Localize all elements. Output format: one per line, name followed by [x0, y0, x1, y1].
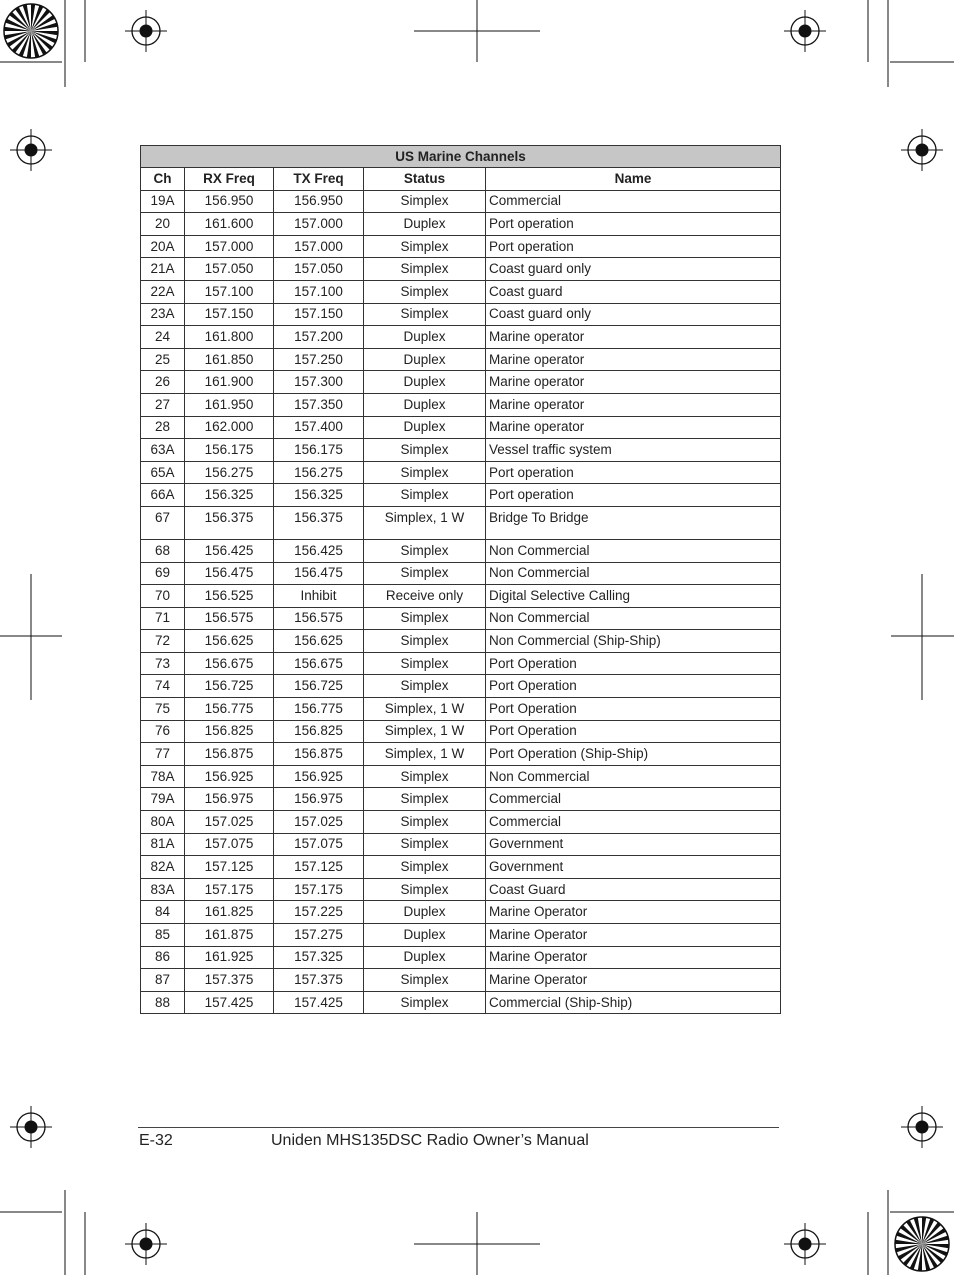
table-row — [141, 326, 781, 349]
rx-freq-cell: 161.900 — [185, 371, 274, 394]
tx-freq-cell: 156.825 — [274, 720, 364, 743]
registration-target-icon-top-right — [784, 10, 826, 52]
table-row — [141, 348, 781, 371]
tx-freq-cell: 157.075 — [274, 833, 364, 856]
table-row — [141, 901, 781, 924]
name-cell: Port operation — [486, 484, 781, 507]
channel-cell: 71 — [141, 607, 185, 630]
table-title: US Marine Channels — [141, 146, 781, 168]
status-cell: Simplex — [364, 562, 486, 585]
rx-freq-cell: 157.375 — [185, 969, 274, 992]
rx-freq-cell: 161.950 — [185, 393, 274, 416]
rx-freq-cell: 156.925 — [185, 765, 274, 788]
table-row — [141, 856, 781, 879]
tx-freq-cell: 156.775 — [274, 698, 364, 721]
table-row — [141, 991, 781, 1014]
rx-freq-cell: 157.125 — [185, 856, 274, 879]
rx-freq-cell: 156.475 — [185, 562, 274, 585]
name-cell: Non Commercial — [486, 562, 781, 585]
status-cell: Simplex, 1 W — [364, 720, 486, 743]
name-cell: Coast guard only — [486, 303, 781, 326]
channel-cell: 70 — [141, 585, 185, 608]
name-cell: Government — [486, 856, 781, 879]
registration-target-icon-top-left — [125, 10, 167, 52]
tx-freq-cell: 157.125 — [274, 856, 364, 879]
channel-cell: 76 — [141, 720, 185, 743]
name-cell: Digital Selective Calling — [486, 585, 781, 608]
rx-freq-cell: 157.025 — [185, 811, 274, 834]
tx-freq-cell: 156.175 — [274, 439, 364, 462]
table-row — [141, 506, 781, 539]
tx-freq-cell: 157.000 — [274, 235, 364, 258]
name-cell: Marine operator — [486, 393, 781, 416]
status-cell: Duplex — [364, 946, 486, 969]
table-header-row — [141, 168, 781, 191]
channel-cell: 75 — [141, 698, 185, 721]
tx-freq-cell: 156.875 — [274, 743, 364, 766]
rx-freq-cell: 156.625 — [185, 630, 274, 653]
channel-cell: 78A — [141, 765, 185, 788]
tx-freq-cell: 156.925 — [274, 765, 364, 788]
channel-cell: 73 — [141, 652, 185, 675]
status-cell: Simplex — [364, 652, 486, 675]
name-cell: Commercial (Ship-Ship) — [486, 991, 781, 1014]
status-cell: Receive only — [364, 585, 486, 608]
name-cell: Coast Guard — [486, 878, 781, 901]
table-row — [141, 461, 781, 484]
rx-freq-cell: 157.000 — [185, 235, 274, 258]
column-header-name: Name — [486, 168, 781, 191]
name-cell: Non Commercial — [486, 539, 781, 562]
name-cell: Port operation — [486, 213, 781, 236]
tx-freq-cell: 156.725 — [274, 675, 364, 698]
table-row — [141, 439, 781, 462]
registration-target-icon-bottom-right — [784, 1223, 826, 1265]
channel-cell: 74 — [141, 675, 185, 698]
name-cell: Port Operation — [486, 720, 781, 743]
tx-freq-cell: 157.300 — [274, 371, 364, 394]
column-header-tx-freq: TX Freq — [274, 168, 364, 191]
name-cell: Marine Operator — [486, 901, 781, 924]
channel-cell: 82A — [141, 856, 185, 879]
tx-freq-cell: 157.150 — [274, 303, 364, 326]
channel-cell: 69 — [141, 562, 185, 585]
registration-target-icon-lower-left — [10, 1106, 52, 1148]
channel-cell: 85 — [141, 924, 185, 947]
tx-freq-cell: 157.200 — [274, 326, 364, 349]
status-cell: Simplex — [364, 856, 486, 879]
table-row — [141, 258, 781, 281]
status-cell: Simplex — [364, 630, 486, 653]
rx-freq-cell: 156.425 — [185, 539, 274, 562]
status-cell: Duplex — [364, 326, 486, 349]
tx-freq-cell: 157.025 — [274, 811, 364, 834]
status-cell: Simplex — [364, 235, 486, 258]
channel-cell: 77 — [141, 743, 185, 766]
channel-cell: 23A — [141, 303, 185, 326]
table-row — [141, 280, 781, 303]
tx-freq-cell: 156.625 — [274, 630, 364, 653]
table-row — [141, 924, 781, 947]
status-cell: Duplex — [364, 348, 486, 371]
name-cell: Government — [486, 833, 781, 856]
name-cell: Vessel traffic system — [486, 439, 781, 462]
channel-cell: 21A — [141, 258, 185, 281]
tx-freq-cell: 157.350 — [274, 393, 364, 416]
tx-freq-cell: 157.250 — [274, 348, 364, 371]
name-cell: Non Commercial — [486, 765, 781, 788]
tx-freq-cell: 156.950 — [274, 190, 364, 213]
channel-cell: 80A — [141, 811, 185, 834]
channel-cell: 65A — [141, 461, 185, 484]
status-cell: Simplex — [364, 461, 486, 484]
table-row — [141, 416, 781, 439]
channel-cell: 79A — [141, 788, 185, 811]
tx-freq-cell: 156.675 — [274, 652, 364, 675]
channel-cell: 72 — [141, 630, 185, 653]
status-cell: Simplex — [364, 675, 486, 698]
status-cell: Duplex — [364, 393, 486, 416]
table-row — [141, 720, 781, 743]
tx-freq-cell: 156.575 — [274, 607, 364, 630]
status-cell: Simplex — [364, 765, 486, 788]
rx-freq-cell: 161.925 — [185, 946, 274, 969]
rx-freq-cell: 161.800 — [185, 326, 274, 349]
status-cell: Simplex — [364, 788, 486, 811]
channel-cell: 25 — [141, 348, 185, 371]
tx-freq-cell: 157.225 — [274, 901, 364, 924]
tx-freq-cell: Inhibit — [274, 585, 364, 608]
name-cell: Non Commercial (Ship-Ship) — [486, 630, 781, 653]
table-row — [141, 946, 781, 969]
manual-title: Uniden MHS135DSC Radio Owner’s Manual — [271, 1132, 589, 1149]
rx-freq-cell: 156.775 — [185, 698, 274, 721]
status-cell: Duplex — [364, 924, 486, 947]
table-row — [141, 393, 781, 416]
status-cell: Simplex, 1 W — [364, 743, 486, 766]
status-cell: Simplex — [364, 969, 486, 992]
name-cell: Port Operation — [486, 675, 781, 698]
name-cell: Port operation — [486, 235, 781, 258]
tx-freq-cell: 156.275 — [274, 461, 364, 484]
rx-freq-cell: 156.525 — [185, 585, 274, 608]
page-number: E-32 — [139, 1132, 173, 1149]
channel-cell: 67 — [141, 506, 185, 539]
channel-cell: 84 — [141, 901, 185, 924]
table-row — [141, 833, 781, 856]
channel-cell: 81A — [141, 833, 185, 856]
name-cell: Port Operation (Ship-Ship) — [486, 743, 781, 766]
name-cell: Marine Operator — [486, 969, 781, 992]
status-cell: Duplex — [364, 213, 486, 236]
name-cell: Port Operation — [486, 652, 781, 675]
status-cell: Duplex — [364, 371, 486, 394]
rx-freq-cell: 157.050 — [185, 258, 274, 281]
name-cell: Marine operator — [486, 326, 781, 349]
table-row — [141, 190, 781, 213]
column-header-ch: Ch — [141, 168, 185, 191]
tx-freq-cell: 157.400 — [274, 416, 364, 439]
table-row — [141, 969, 781, 992]
rx-freq-cell: 161.825 — [185, 901, 274, 924]
status-cell: Simplex — [364, 539, 486, 562]
rx-freq-cell: 156.375 — [185, 506, 274, 539]
channel-cell: 87 — [141, 969, 185, 992]
rx-freq-cell: 156.825 — [185, 720, 274, 743]
tx-freq-cell: 157.050 — [274, 258, 364, 281]
name-cell: Marine operator — [486, 348, 781, 371]
name-cell: Marine Operator — [486, 924, 781, 947]
rx-freq-cell: 156.675 — [185, 652, 274, 675]
status-cell: Simplex, 1 W — [364, 698, 486, 721]
color-wheel-icon-bottom-right — [895, 1217, 949, 1271]
rx-freq-cell: 156.975 — [185, 788, 274, 811]
tx-freq-cell: 157.425 — [274, 991, 364, 1014]
rx-freq-cell: 157.425 — [185, 991, 274, 1014]
channel-cell: 28 — [141, 416, 185, 439]
rx-freq-cell: 157.175 — [185, 878, 274, 901]
registration-target-icon-lower-right — [901, 1106, 943, 1148]
channel-cell: 20A — [141, 235, 185, 258]
name-cell: Marine operator — [486, 416, 781, 439]
rx-freq-cell: 156.325 — [185, 484, 274, 507]
channel-cell: 66A — [141, 484, 185, 507]
status-cell: Simplex — [364, 811, 486, 834]
rx-freq-cell: 156.275 — [185, 461, 274, 484]
name-cell: Commercial — [486, 811, 781, 834]
tx-freq-cell: 157.175 — [274, 878, 364, 901]
status-cell: Simplex — [364, 258, 486, 281]
channel-cell: 26 — [141, 371, 185, 394]
rx-freq-cell: 156.575 — [185, 607, 274, 630]
table-row — [141, 698, 781, 721]
status-cell: Simplex — [364, 607, 486, 630]
table-row — [141, 811, 781, 834]
channel-cell: 63A — [141, 439, 185, 462]
table-row — [141, 539, 781, 562]
table-row — [141, 878, 781, 901]
rx-freq-cell: 156.950 — [185, 190, 274, 213]
channel-cell: 83A — [141, 878, 185, 901]
rx-freq-cell: 157.075 — [185, 833, 274, 856]
rx-freq-cell: 161.600 — [185, 213, 274, 236]
name-cell: Port Operation — [486, 698, 781, 721]
name-cell: Port operation — [486, 461, 781, 484]
registration-target-icon-bottom-left — [125, 1223, 167, 1265]
tx-freq-cell: 157.375 — [274, 969, 364, 992]
status-cell: Duplex — [364, 416, 486, 439]
tx-freq-cell: 156.425 — [274, 539, 364, 562]
rx-freq-cell: 156.175 — [185, 439, 274, 462]
rx-freq-cell: 161.850 — [185, 348, 274, 371]
tx-freq-cell: 156.325 — [274, 484, 364, 507]
color-wheel-icon-top-left — [4, 4, 58, 58]
table-row — [141, 788, 781, 811]
status-cell: Simplex, 1 W — [364, 506, 486, 539]
rx-freq-cell: 156.725 — [185, 675, 274, 698]
registration-target-icon-upper-left — [10, 129, 52, 171]
table-row — [141, 630, 781, 653]
tx-freq-cell: 157.275 — [274, 924, 364, 947]
rx-freq-cell: 156.875 — [185, 743, 274, 766]
tx-freq-cell: 156.375 — [274, 506, 364, 539]
channel-cell: 68 — [141, 539, 185, 562]
status-cell: Duplex — [364, 901, 486, 924]
name-cell: Coast guard only — [486, 258, 781, 281]
rx-freq-cell: 157.100 — [185, 280, 274, 303]
channel-cell: 86 — [141, 946, 185, 969]
table-row — [141, 562, 781, 585]
tx-freq-cell: 156.975 — [274, 788, 364, 811]
channel-cell: 88 — [141, 991, 185, 1014]
table-row — [141, 675, 781, 698]
status-cell: Simplex — [364, 303, 486, 326]
status-cell: Simplex — [364, 833, 486, 856]
channel-cell: 24 — [141, 326, 185, 349]
status-cell: Simplex — [364, 991, 486, 1014]
table-row — [141, 303, 781, 326]
status-cell: Simplex — [364, 878, 486, 901]
us-marine-channels-table — [140, 145, 781, 1014]
footer-divider — [138, 1127, 779, 1128]
column-header-status: Status — [364, 168, 486, 191]
status-cell: Simplex — [364, 280, 486, 303]
rx-freq-cell: 157.150 — [185, 303, 274, 326]
table-row — [141, 743, 781, 766]
tx-freq-cell: 156.475 — [274, 562, 364, 585]
channel-cell: 20 — [141, 213, 185, 236]
channel-cell: 22A — [141, 280, 185, 303]
table-row — [141, 235, 781, 258]
table-title-row — [141, 146, 781, 168]
name-cell: Marine operator — [486, 371, 781, 394]
table-row — [141, 607, 781, 630]
status-cell: Simplex — [364, 484, 486, 507]
table-row — [141, 765, 781, 788]
name-cell: Commercial — [486, 788, 781, 811]
status-cell: Simplex — [364, 190, 486, 213]
tx-freq-cell: 157.325 — [274, 946, 364, 969]
rx-freq-cell: 162.000 — [185, 416, 274, 439]
table-row — [141, 371, 781, 394]
table-row — [141, 585, 781, 608]
channel-cell: 27 — [141, 393, 185, 416]
column-header-rx-freq: RX Freq — [185, 168, 274, 191]
name-cell: Bridge To Bridge — [486, 506, 781, 539]
table-row — [141, 213, 781, 236]
channel-cell: 19A — [141, 190, 185, 213]
name-cell: Coast guard — [486, 280, 781, 303]
tx-freq-cell: 157.100 — [274, 280, 364, 303]
tx-freq-cell: 157.000 — [274, 213, 364, 236]
table-row — [141, 484, 781, 507]
table-body — [141, 190, 781, 1014]
status-cell: Simplex — [364, 439, 486, 462]
table-row — [141, 652, 781, 675]
name-cell: Commercial — [486, 190, 781, 213]
name-cell: Marine Operator — [486, 946, 781, 969]
registration-target-icon-upper-right — [901, 129, 943, 171]
name-cell: Non Commercial — [486, 607, 781, 630]
rx-freq-cell: 161.875 — [185, 924, 274, 947]
